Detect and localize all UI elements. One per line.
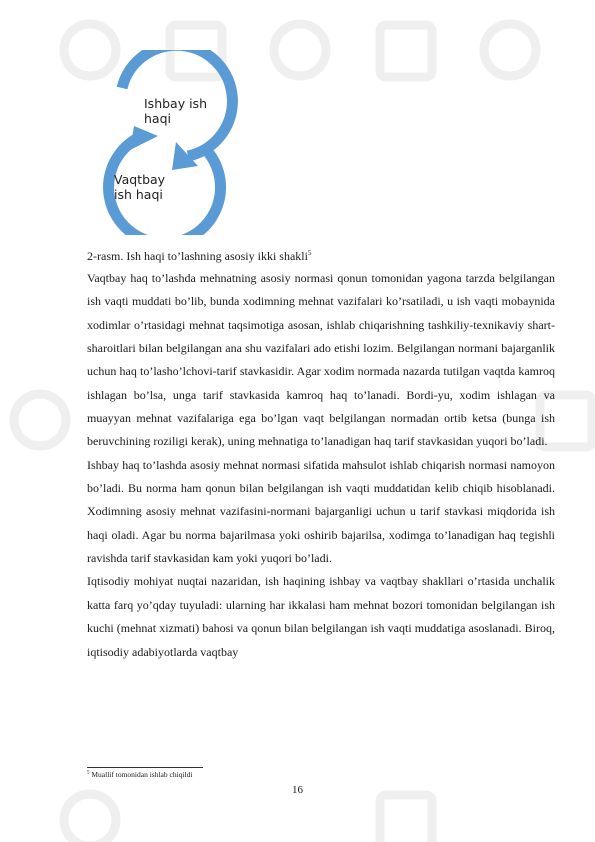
footnote (87, 770, 387, 780)
cycle-diagram (80, 50, 250, 235)
paragraph-vaqtbay: Vaqtbay haq to’lashda mehnatning asosiy normasi qonun tomonidan yagona tarzda belgilangan ish vaqti muddati bo’lib, bunda xodimning mehnat vazifalari ko’rsatiladi, u ish vaqti mobaynida xodimlar o’rtasidagi mehnat taqsimotiga asosan, ishlab chiqarishning tashkiliy-texnikaviy shart-sharoitlari bilan belgilangan ana shu vazifalari ado etishi lozim. Belgilangan normani bajarganlik uchun haq to’lasho’lchovi-tarif stavkasidir. Agar xodim normada nazarda tutilgan vaqtda kamroq ishlagan bo’lsa, unga tarif stavkasida kamroq haq to’lanadi. Bordi-yu, xodim ishlagan va muayyan mehnat vazifalariga ega bo’lgan vaqt belgilangan normadan ortib ketsa (bunga ish beruvchining roziligi kerak), uning mehnatiga to’lanadigan haq tarif stavkasidan yuqori bo’ladi. (87, 271, 555, 449)
cycle-arrows (80, 50, 250, 235)
footnote-divider (87, 767, 203, 768)
footnote-number: 5 (87, 770, 90, 776)
body-text (87, 267, 555, 664)
figure-caption (87, 248, 557, 264)
ishbay-label: Ishbay ish haqi (144, 96, 207, 126)
vaqtbay-label: Vaqtbay ish haqi (114, 172, 166, 202)
caption-footnote-ref: 5 (307, 249, 312, 257)
caption-text: 2-rasm. Ish haqi to’lashning asosiy ikki shakli (87, 249, 308, 263)
paragraph-iqtisodiy: Iqtisodiy mohiyat nuqtai nazaridan, ish haqining ishbay va vaqtbay shakllari o’rtasida unchalik katta farq yo’qday tuyuladi: ularning har ikkalasi ham mehnat bozori tomonidan belgilangan ish kuchi (mehnat xizmati) bahosi va qonun bilan belgilangan ish vaqti muddatiga asoslanadi. Biroq, iqtisodiy adabiyotlarda vaqtbay (87, 574, 555, 659)
bottom-arrowhead (130, 126, 158, 150)
footnote-text: Muallif tomonidan ishlab chiqildi (89, 770, 193, 779)
page-number: 16 (292, 784, 303, 796)
paragraph-ishbay: Ishbay haq to’lashda asosiy mehnat normasi sifatida mahsulot ishlab chiqarish normasi namoyon bo’ladi. Bu norma ham qonun bilan belgilangan ish vaqti muddatidan kelib chiqib hisoblanadi. Xodimning asosiy mehnat vazifasini-normani bajarganligi uchun u tarif stavkasi miqdorida ish haqi oladi. Agar bu norma bajarilmasa yoki oshirib bajarilsa, xodimga to’lanadigan haq tegishli ravishda tarif stavkasidan kam yoki yuqori bo’ladi. (87, 457, 555, 566)
